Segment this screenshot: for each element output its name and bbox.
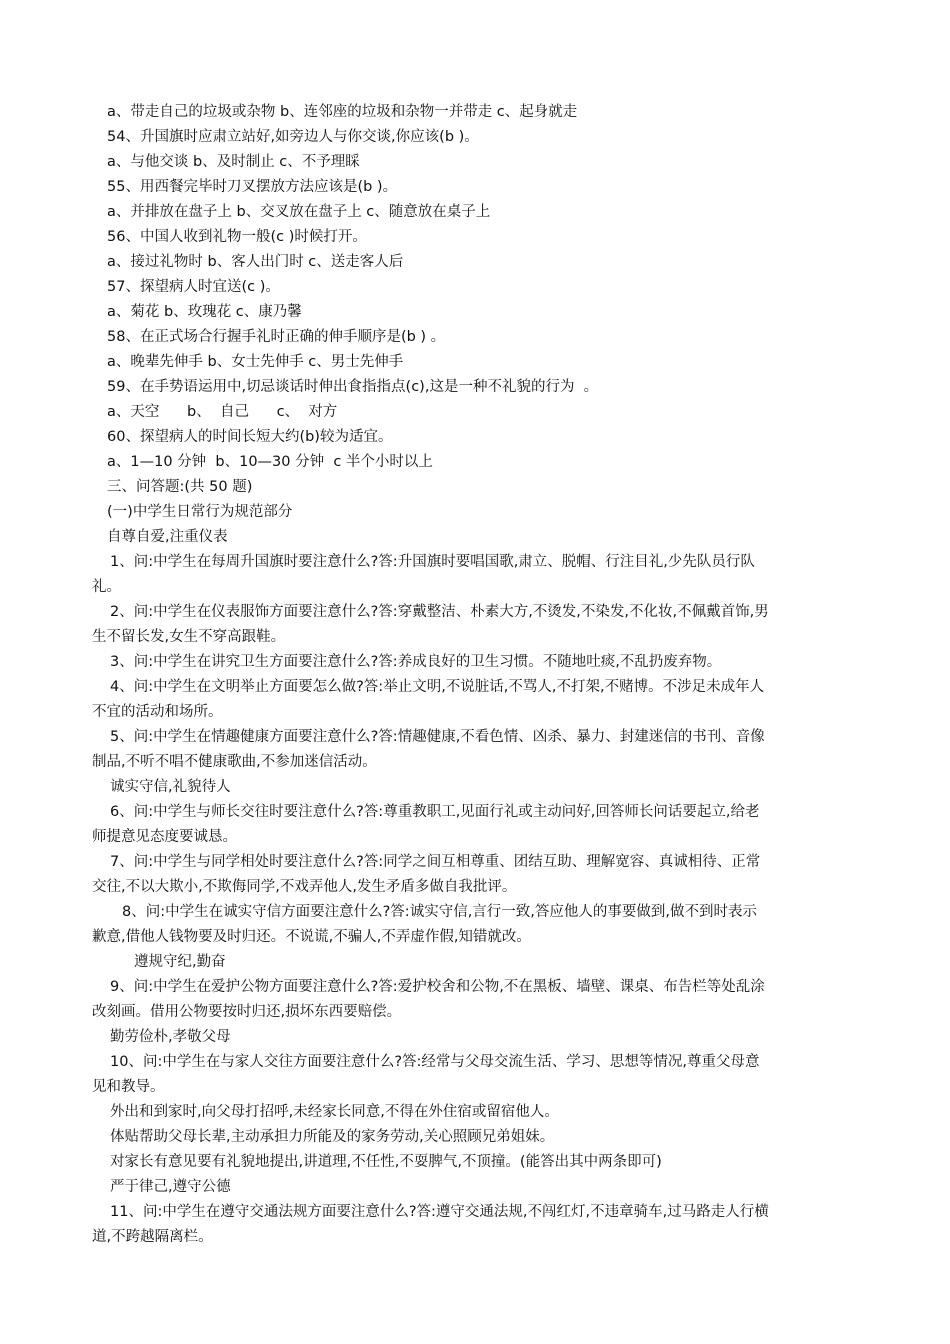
qa-item [0, 900, 950, 950]
qa-text: 4、问:中学生在文明举止方面要怎么做?答:举止文明,不说脏话,不骂人,不打架,不赌博。不涉足未成年人 [110, 679, 765, 695]
qa-item [0, 600, 950, 650]
topic-heading: 勤劳俭朴,孝敬父母 [110, 1029, 231, 1045]
qa-text-continued: 改刻画。借用公物要按时归还,损坏东西要赔偿。 [92, 1004, 402, 1020]
topic-heading: 自尊自爱,注重仪表 [107, 529, 228, 545]
qa-text: 1、问:中学生在每周升国旗时要注意什么?答:升国旗时要唱国歌,肃立、脱帽、行注目礼,少先队员行队 [110, 554, 755, 570]
qa-item [0, 675, 950, 725]
question-line: 57、探望病人时宜送(c )。 [107, 279, 280, 295]
qa-text: 11、问:中学生在遵守交通法规方面要注意什么?答:遵守交通法规,不闯红灯,不违章骑车,过马路走人行横 [110, 1204, 769, 1220]
qa-item [0, 1200, 950, 1250]
qa-text-continued: 礼。 [92, 579, 121, 595]
topic-heading: 严于律己,遵守公德 [110, 1179, 231, 1195]
qa-text-continued: 制品,不听不唱不健康歌曲,不参加迷信活动。 [92, 754, 377, 770]
qa-text-continued: 歉意,借他人钱物要及时归还。不说谎,不骗人,不弄虚作假,知错就改。 [92, 929, 531, 945]
answer-point: 对家长有意见要有礼貌地提出,讲道理,不任性,不耍脾气,不顶撞。(能答出其中两条即可) [110, 1154, 662, 1170]
question-line: 55、用西餐完毕时刀叉摆放方法应该是(b )。 [107, 179, 398, 195]
option-line: a、1—10 分钟 b、10—30 分钟 c 半个小时以上 [107, 454, 433, 470]
qa-text-continued: 道,不跨越隔离栏。 [92, 1229, 213, 1245]
qa-item [0, 550, 950, 600]
answer-point: 外出和到家时,向父母打招呼,未经家长同意,不得在外住宿或留宿他人。 [110, 1104, 559, 1120]
qa-text-continued: 师提意见态度要诚恳。 [92, 829, 237, 845]
qa-text: 9、问:中学生在爱护公物方面要注意什么?答:爱护校舍和公物,不在黑板、墙壁、课桌、布告栏等处乱涂 [110, 979, 765, 995]
option-line: a、接过礼物时 b、客人出门时 c、送走客人后 [107, 254, 404, 270]
qa-text: 6、问:中学生与师长交往时要注意什么?答:尊重教职工,见面行礼或主动问好,回答师长问话要起立,给老 [110, 804, 760, 820]
question-line: 59、在手势语运用中,切忌谈话时伸出食指指点(c),这是一种不礼貌的行为 。 [107, 379, 599, 395]
qa-text-continued: 交往,不以大欺小,不欺侮同学,不戏弄他人,发生矛盾多做自我批评。 [92, 879, 517, 895]
qa-item [0, 1050, 950, 1100]
qa-text: 7、问:中学生与同学相处时要注意什么?答:同学之间互相尊重、团结互助、理解宽容、真诚相待、正常 [110, 854, 761, 870]
qa-item [0, 800, 950, 850]
qa-item [0, 975, 950, 1025]
qa-item [0, 850, 950, 900]
option-line: a、与他交谈 b、及时制止 c、不予理睬 [107, 154, 360, 170]
qa-item [0, 725, 950, 775]
topic-heading: 遵规守纪,勤奋 [134, 954, 226, 970]
question-line: 58、在正式场合行握手礼时正确的伸手顺序是(b ) 。 [107, 329, 446, 345]
topic-heading: 诚实守信,礼貌待人 [110, 779, 231, 795]
qa-text-continued: 见和教导。 [92, 1079, 165, 1095]
section-heading: 三、问答题:(共 50 题) [107, 479, 253, 495]
qa-text: 8、问:中学生在诚实守信方面要注意什么?答:诚实守信,言行一致,答应他人的事要做到,做不到时表示 [122, 904, 758, 920]
qa-text: 10、问:中学生在与家人交往方面要注意什么?答:经常与父母交流生活、学习、思想等情况,尊重父母意 [110, 1054, 760, 1070]
option-line: a、带走自己的垃圾或杂物 b、连邻座的垃圾和杂物一并带走 c、起身就走 [107, 104, 578, 120]
subsection-heading: (一)中学生日常行为规范部分 [107, 504, 293, 520]
option-line: a、菊花 b、玫瑰花 c、康乃馨 [107, 304, 302, 320]
option-line: a、并排放在盘子上 b、交叉放在盘子上 c、随意放在桌子上 [107, 204, 491, 220]
option-line: a、天空 b、 自己 c、 对方 [107, 404, 338, 420]
question-line: 60、探望病人的时间长短大约(b)较为适宜。 [107, 429, 393, 445]
qa-text: 5、问:中学生在情趣健康方面要注意什么?答:情趣健康,不看色情、凶杀、暴力、封建迷信的书刊、音像 [110, 729, 765, 745]
question-line: 54、升国旗时应肃立站好,如旁边人与你交谈,你应该(b )。 [107, 129, 479, 145]
answer-point: 体贴帮助父母长辈,主动承担力所能及的家务劳动,关心照顾兄弟姐妹。 [110, 1129, 555, 1145]
qa-item: 3、问:中学生在讲究卫生方面要注意什么?答:养成良好的卫生习惯。不随地吐痰,不乱扔废弃物。 [110, 654, 722, 670]
question-line: 56、中国人收到礼物一般(c )时候打开。 [107, 229, 367, 245]
qa-text: 2、问:中学生在仪表服饰方面要注意什么?答:穿戴整洁、朴素大方,不烫发,不染发,不化妆,不佩戴首饰,男 [110, 604, 769, 620]
document-body [0, 100, 950, 1250]
qa-text-continued: 生不留长发,女生不穿高跟鞋。 [92, 629, 286, 645]
option-line: a、晚辈先伸手 b、女士先伸手 c、男士先伸手 [107, 354, 404, 370]
qa-text-continued: 不宜的活动和场所。 [92, 704, 223, 720]
